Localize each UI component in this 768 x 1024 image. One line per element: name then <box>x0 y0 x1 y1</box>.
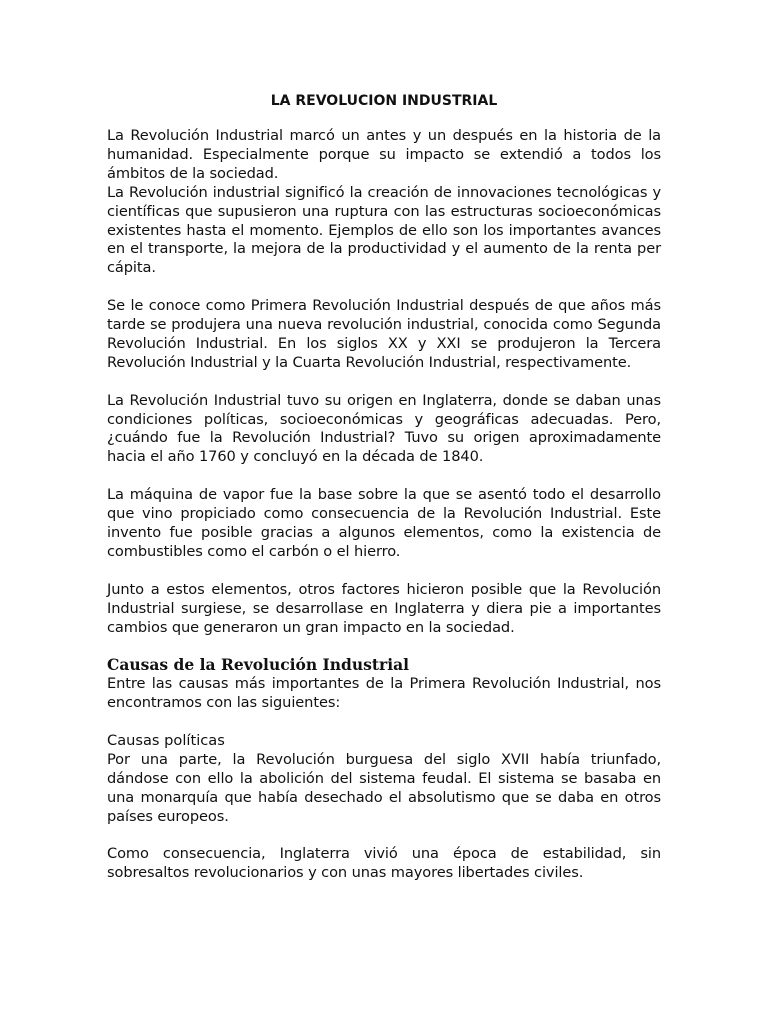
document-title: LA REVOLUCION INDUSTRIAL <box>270 93 498 109</box>
paragraph-2: La Revolución industrial significó la creación de innovaciones tecnológicas y científicas que supusieron una ruptura con las estructuras socioeconómicas existentes hasta el momento. Ejemplos de ello son los importantes avances en el transporte, la mejora de la productividad y el aumento de la renta per cápita. <box>107 183 661 277</box>
section-subheading: Causas políticas <box>107 731 225 749</box>
paragraph-4: La Revolución Industrial tuvo su origen en Inglaterra, donde se daban unas condiciones políticas, socioeconómicas y geográficas adecuadas. Pero, ¿cuándo fue la Revolución Industrial? Tuvo su origen aproximadamente hacia el año 1760 y concluyó en la década de 1840. <box>107 391 661 466</box>
section-paragraph-2: Como consecuencia, Inglaterra vivió una época de estabilidad, sin sobresaltos revolucionarios y con unas mayores libertades civiles. <box>107 845 661 882</box>
document-page <box>107 92 661 883</box>
paragraph-6: Junto a estos elementos, otros factores hicieron posible que la Revolución Industrial surgiese, se desarrollase en Inglaterra y diera pie a importantes cambios que generaron un gran impacto en la sociedad. <box>107 580 661 636</box>
paragraph-3: Se le conoce como Primera Revolución Industrial después de que años más tarde se produjera una nueva revolución industrial, conocida como Segunda Revolución Industrial. En los siglos XX y XXI se produjeron la Tercera Revolución Industrial y la Cuarta Revolución Industrial, respectivamente. <box>107 297 661 371</box>
section-intro: Entre las causas más importantes de la Primera Revolución Industrial, nos encontramos con las siguientes: <box>107 675 661 712</box>
section-paragraph-1: Por una parte, la Revolución burguesa del siglo XVII había triunfado, dándose con ello la abolición del sistema feudal. El sistema se basaba en una monarquía que había desechado el absolutismo que se daba en otros países europeos. <box>107 750 661 825</box>
section-heading: Causas de la Revolución Industrial <box>107 655 410 675</box>
paragraph-5: La máquina de vapor fue la base sobre la que se asentó todo el desarrollo que vino propiciado como consecuencia de la Revolución Industrial. Este invento fue posible gracias a algunos elementos, como la existencia de combustibles como el carbón o el hierro. <box>107 486 661 560</box>
paragraph-1: La Revolución Industrial marcó un antes y un después en la historia de la humanidad. Especialmente porque su impacto se extendió a todos los ámbitos de la sociedad. <box>107 127 661 182</box>
